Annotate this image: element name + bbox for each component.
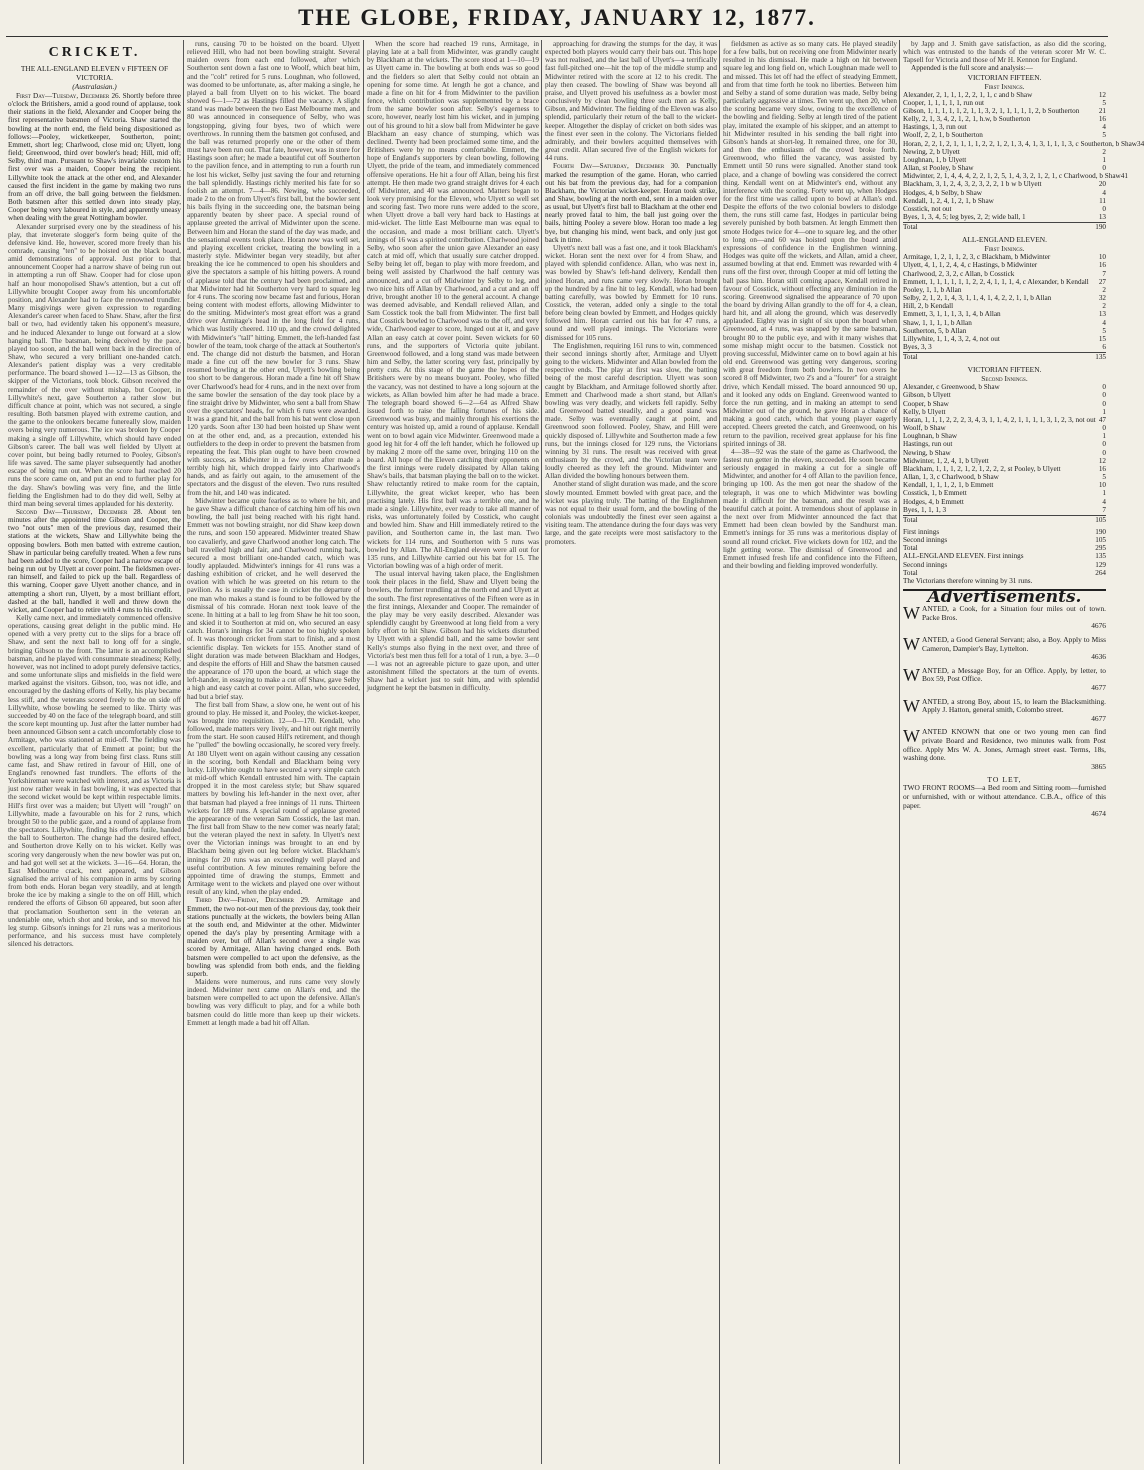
ad-text: ANTED, a Good General Servant; also, a Boy. Apply to Miss Cameron, Dampier's Bay, Lyttelton. bbox=[922, 635, 1106, 653]
day-text: About ten minutes after the appointed time Gibson and Cooper, the two "not outs" men of the previous day, resumed their stations at the wickets, Shaw and Lillywhite being the opposing bowlers. Both men batted with extreme caution, Shaw in particular being carefully treated. When a few runs had been added to the score, Cooper had a narrow escape of being run out by Ulyett at cover point. The fieldsmen over-ran himself, and failed to pick up the ball. Regardless of this warning, Cooper gave Ulyett another chance, and in attempting a short run, Ulyett, by a most brilliant effort, dashed at the ball, handled it well and threw down the wicket, and Cooper had to retire with 4 runs to his credit. bbox=[8, 507, 182, 614]
score-row: Kelly, 2, 1, 3, 4, 2, 1, 2, 1, h.w, b Southerton 16 bbox=[903, 115, 1106, 124]
ad-number: 4677 bbox=[1091, 682, 1106, 692]
article-continuation: Maidens were numerous, and runs came very slowly indeed. Midwinter next came on Allan's end, and the batsmen were compelled to act upon the defensive. Allan's bowling was very difficult to play, and for a while both batsmen could do little more than keep up their wickets. Emmett at length made a bad hit off Allan. bbox=[187, 977, 360, 1027]
article-paragraph bbox=[545, 162, 717, 244]
score-row: Gibson, 1, 1, 1, 1, 1, 2, 1, 1, 3, 2, 1, 1, 1, 1, 1, 2, b Southerton 21 bbox=[903, 106, 1106, 115]
score-total: Total 135 bbox=[903, 353, 1106, 362]
ad-initial: W bbox=[903, 695, 920, 716]
scorecard-vic-second bbox=[903, 383, 1106, 524]
score-row: Cosstick, not out 0 bbox=[903, 204, 1106, 213]
score-row: Byes, 1, 1, 1, 3 7 bbox=[903, 505, 1106, 514]
classified-ad bbox=[903, 605, 1106, 631]
score-row: Blackham, 1, 1, 1, 2, 1, 2, 1, 2, 2, 2, st Pooley, b Ulyett 16 bbox=[903, 464, 1106, 473]
score-row: Allan, 1, 3, c Charlwood, b Shaw 5 bbox=[903, 473, 1106, 482]
score-row: Hodges, 4, b Emmett 4 bbox=[903, 497, 1106, 506]
article-continuation: approaching for drawing the stumps for the day, it was expected both players would carry their bats out. This hope was not realised, and the last ball of Ulyett's—a terrifically fast full-pitched one—hit the top of the middle stump and Midwinter retired with the score at 12 to his credit. The play then ceased. The bowling of Shaw was beyond all praise, and Ulyett proved his usefulness as a bowler most conclusively by clean bowling three such men as Kelly, Gibson, and Midwinter. The fielding of the Eleven was also splendid, particularly their return of the ball to the wicket-keeper. Altogether the display of cricket on both sides was the finest ever seen in the colony. The Victorians fielded admirably, and their bowlers acquitted themselves with great credit. Allan secured five of the English wickets for 44 runs. bbox=[545, 40, 717, 163]
score-row: Kelly, b Ulyett 1 bbox=[903, 407, 1106, 416]
column-divider bbox=[899, 40, 900, 1464]
score-row: Woolf, b Shaw 0 bbox=[903, 424, 1106, 433]
ad-text: ANTED, a Cook, for a Situation four miles out of town. Packe Bros. bbox=[922, 604, 1106, 622]
score-row: Cooper, b Shaw 0 bbox=[903, 399, 1106, 408]
column-2 bbox=[187, 40, 360, 1460]
ad-text: ANTED KNOWN that one or two young men can find private Board and Residence, two minutes walk from Post office. Apply Mrs W. A. Jones, Armagh street east. Terms, 18s, washing done. bbox=[903, 727, 1106, 763]
classified-ad bbox=[903, 695, 1106, 724]
ad-number: 4677 bbox=[1091, 713, 1106, 723]
masthead-rule bbox=[6, 36, 1108, 37]
score-row: Woolf, 2, 2, 1, b Southerton 5 bbox=[903, 131, 1106, 140]
article-continuation: Alexander surprised every one by the steadiness of his play, that inveterate slogger's form being quite of the defensive kind. He, however, scored more freely than his comrade, causing "ten" to be hoisted on the black board, amid demonstrations of approval. Just prior to that announcement Cooper had a narrow shave of being run out in attempting a run off Shaw. Cooper had for close upon half an hour monopolised Shaw's attention, but a cut off Lillywhite brought Cooper away from his uncomfortable position, and Alexander had to face the renowned trundler. Many misgivings were given expression to regarding Alexander's career when faced to Shaw. Shaw, after the first ball or two, had evidently taken his opponent's measure, and he induced Alexander to lunge out forward at a slow hanging ball. The batsman, being deceived by the pace, played too soon, and the ball went back in the direction of Shaw, who secured a very brilliant one-handed catch. Alexander's patient display was a very creditable performance. The board showed 1—12—13 as Gibson, the skipper of the Victorians, took block. Gibson received the remainder of the over without mishap, but Cooper, in Lillywhite's next, gave Southerton a rather slow but difficult chance at point, which was not secured, a single resulting. Both batsmen played with extreme caution, and the game to the onlookers became funereally slow, maiden overs being very numerous. The ice was broken by Cooper making a single off Lillywhite, which should have ended Gibson's career. The ball was well fielded by Ulyett at cover point, but being badly returned to Pooley, Gibson's life was saved. The same player subsequently had another escape of being run out. When the score had reached 20 runs the score came on, and put an end to further play for the day. Shaw's bowling was very fine, and the little fielding the Englishmen had to do they did well, Selby at third man being several times applauded for his dexterity. bbox=[8, 222, 181, 508]
day-heading: Second Day—Thursday, December 28. bbox=[16, 507, 143, 516]
match-summary bbox=[903, 528, 1106, 577]
ad-initial: W bbox=[903, 664, 920, 685]
score-row: Byes, 1, 3, 4, 5; leg byes, 2, 2; wide ball, 1 13 bbox=[903, 212, 1106, 221]
ad-initial: W bbox=[903, 726, 920, 747]
score-row: Midwinter, 2, 1, 4, 4, 4, 2, 2, 1, 2, 5, 1, 4, 3, 2, 1, 2, 1, c Charlwood, b Shaw 41 bbox=[903, 172, 1128, 181]
score-row: Cooper, 1, 1, 1, 1, 1, run out 5 bbox=[903, 98, 1106, 107]
column-5 bbox=[723, 40, 897, 1460]
score-row: Southerton, 5, b Allan 5 bbox=[903, 326, 1106, 335]
score-row: Emmett, 1, 1, 1, 1, 1, 1, 2, 2, 4, 1, 1, 1, 4, c Alexander, b Kendall 27 bbox=[903, 277, 1106, 286]
classified-ad bbox=[903, 636, 1106, 662]
score-row: Armitage, 1, 2, 1, 1, 2, 3, c Blackham, b Midwinter 10 bbox=[903, 253, 1106, 262]
article-continuation: The first ball from Shaw, a slow one, he went out of his ground to play. He missed it, and Pooley, the wicket-keeper, was brought into requisition. 12—0—170. Kendall, who followed, made matters very lively, and hit out right merrily from the start. He soon caused Hill's retirement, and though he "pulled" the bowling occasionally, he scored very freely. At 180 Ulyett went on again without causing any cessation in the scoring, both Kendall and Blackham being very lucky. Lillywhite ought to have secured a very simple catch at mid-off which Kendall entrusted him with. The captain dropped it in the most careless style; but Shaw squared matters by bowling his left-hander in the next over, after that batsman had played a free innings of 11 runs. Thirteen wickets for 189 runs. A special round of applause greeted the appearance of the veteran Sam Cosstick, the last man. The first ball from Shaw to the new comer was nearly fatal; but the veteran played the next in safety. In Ulyett's next over the Victorian innings was brought to an end by Blackham being given out leg before wicket. Blackham's innings for 20 runs was an exceedingly well played and useful contribution. A few minutes remaining before the appointed time of drawing the stumps, Emmett and Armitage went to the wickets and played one over without result of any kind, when the play ended. bbox=[187, 700, 360, 897]
score-row: Loughnan, b Shaw 1 bbox=[903, 432, 1106, 441]
summary-row: Total 264 bbox=[903, 568, 1106, 577]
score-row: Shaw, 1, 1, 1, 1, b Allan 4 bbox=[903, 318, 1106, 327]
score-total: Total 105 bbox=[903, 515, 1106, 524]
masthead bbox=[0, 0, 1114, 36]
article-continuation: fieldsmen as active as so many cats. He played steadily for a few balls, but on receiving one from Midwinter nearly resulted in his dismissal. He made a high on hit between square leg and long field on, which Loughnan made well to and missed. This let off had the effect of steadying Emmett, and from that time forth he took no liberties. Between him and Selby a stand of some duration was made, Selby being particularly aggressive at times. Ten went up, then 20, when the scoring became very slow, owing to the excellence of the bowling and fielding. Selby at length tired of the patient play, imitated the example of his skipper, and an attempt to hit Midwinter resulted in his sending the ball right into Gibson's hands at short-leg. It remained three, one for 30, and then the enthusiasm of the crowd broke forth. Greenwood, who filled the vacancy, was assisted by Emmett until 50 runs were signalled. Another stand took place, and a change of bowling was considered the correct thing. Kendall went on at Midwinter's end, without any interference with the scoring. Forty went up, when Hodges for the first time was called upon to bowl at Allan's end. Despite the efforts of the two colonial bowlers to dislodge them, the runs still came fast, Hodges in particular being severely punished by both batsmen. At length Emmett then smote Hodges twice for 4—one to square leg, and the other to long on—and 60 was hoisted upon the board amid expressions of confidence in the Englishmen winning. Hodges was quite off the wickets, and Allan, amid a cheer, assumed bowling at that end. Emmett was rewarded with 4 runs off the first over, through Cooper at mid off letting the ball pass him. Horan still coming apace, Kendall retired in favour of Cosstick, without effecting any diminution in the scoring. Greenwood signalised the appearance of 70 upon the board by driving Allan grandly to the off for 4, a clean, hard hit, and all along the ground, which was deservedly applauded. Eighty was in sight of six upon the board when Greenwood, at 4 runs, was snapped by the same batsman, brought 80 to the public eye, and with it many wishes that some mishap might occur to the batsmen. Cosstick not proving successful, Midwinter came on to bowl again at his old end. Greenwood was getting very dangerous, scoring with great freedom from both bowlers. In two overs he scored 8 off Midwinter, two 2's and a "fourer" for a straight drive, which Kendall missed. The board announced 90 up, and it looked any odds on England. Greenwood wanted to force the run getting, and in making an attempt to send Midwinter out of the ground, he gave Horan a chance of making a good catch, which that young player eagerly accepted. Cheers greeted the catch, and Greenwood, on his return to the pavilion, received great applause for his fine spirited innings of 38. bbox=[723, 40, 897, 448]
day-heading: First Day—Tuesday, December 26. bbox=[16, 92, 121, 100]
article-continuation: When the score had reached 19 runs, Armitage, in playing late at a ball from Midwinter, was grandly caught by Blackham at the wickets. The score stood at 1—10—19 as Ulyett came in. The bowling at both ends was so good and the fielders so alert that Selby could not obtain an opening for some time. At length he got a chance, and made a fine on hit for 4 from Midwinter to the pavilion fence, which contribution was supplemented by a brace from the same bowler soon after. Selby's eagerness to score, however, nearly lost him his wicket, and in jumping out of his ground to hit a slow ball from Midwinter he gave Blackham an easy chance of stumping, which was declined. Twenty had been proclaimed some time, and the Britishers were by no means comfortable. Emmett, the hope of England's supporters by clean bowling, following Ulyett, the pride of the team, and immediately commenced offensive operations. He hit a four off Allan, being his first attempt. He then made two grand straight drives for 4 each off Midwinter, and 40 was announced. Matters began to look very promising for the Eleven, who Ulyett so well set and scoring fast. Two more runs were added to the score, when Ulyett drove a ball very hard back to Hastings at mid-wicket. The little East Melbourne man was equal to the occasion, and made a most brilliant catch. Ulyett's innings of 16 was a spirited contribution. Charlwood joined Selby, who soon after the union gave Alexander an easy catch at mid off, which that usually sure catcher dropped. Selby being let off, began to play with more freedom, and being well assisted by Charlwood the half century was announced, and a cut off Midwinter by Selby to leg, and two nice hits off Allan by Charlwood, and a cut and an off drive, brought another 10 to the general account. A change was deemed advisable, and Kendall relieved Allan, and Sam Cosstick took the ball from Midwinter. The first ball that Cosstick bowled to Charlwood was to the off, and very wide, Charlwood eager to score, lunged out at it, and gave Allan an easy catch at cover point. Seven wickets for 60 runs, and the supporters of Victoria quite jubilant. Greenwood followed, and a long stand was made between him and Selby, the latter scoring very fast, principally by pretty cuts. At this stage of the game the hopes of the Britishers were by no means buoyant. Pooley, who filled the vacancy, was not destined to have a long sojourn at the wickets, as Allan bowled him after he had made a brace. The telegraph board showed 6—2—64 as Alfred Shaw issued forth to raise the falling fortunes of his side. Greenwood was busy, and mainly through his exertions the century was hoisted up, amid a round of applause. Kendall went on to bowl again vice Midwinter. Greenwood made a good leg hit for 4 off the left hander, which he followed up by making 2 more off the same over, bringing 110 on the board. All hope of the Eleven catching their opponents on the first innings were rudely dissipated by Allan taking Shaw's bails, that batsman playing the ball on to the wicket. Shaw reluctantly retired to make room for the captain, Lillywhite, the great wicket keeper, who has been practising lately. His first ball was a terrible one, and he made a single. Lillywhite, ever ready to take all manner of risks, was unfortunately foiled by Cosstick, who caught and bowled him. Shaw and Hill immediately retired to the pavilion, and Southerton came in, the last man. Two wickets for 114 runs, and Southerton with 5 runs was bowled by Allan. The All-England eleven were all out for 135 runs, and Lillywhite carried out his bat for 15. The Victorian bowling was of a high order of merit. bbox=[367, 40, 539, 570]
article-continuation: The Englishmen, requiring 161 runs to win, commenced their second innings shortly after, Armitage and Ulyett going to the wickets. Midwinter and Allan bowled from the respective ends. The play at first was slow, the batting being of the most careful description. Ulyett was soon caught by Blackham, and Armitage followed shortly after. Emmett and Charlwood made a short stand, but Allan's bowling was very deadly, and wickets fell rapidly. Selby and Greenwood batted steadily, and a good stand was made. Selby was eventually caught at point, and Greenwood soon followed. Pooley, Shaw, and Hill were quickly disposed of. Lillywhite and Southerton made a few runs, but the innings closed for 129 runs, the Victorians winning by 31 runs. The result was received with great enthusiasm by the crowd, and the Victorian team were loudly cheered as they left the ground. Midwinter and Allan divided the bowling honours between them. bbox=[545, 341, 717, 481]
to-let-heading: TO LET, bbox=[987, 775, 1022, 785]
scorecard-eng-first bbox=[903, 253, 1106, 361]
day-heading: Fourth Day—Saturday, December 30. bbox=[553, 162, 680, 171]
ad-number: 3865 bbox=[1091, 761, 1106, 771]
score-row: Emmett, 3, 1, 1, 1, 3, 1, 4, b Allan 13 bbox=[903, 310, 1106, 319]
match-result: The Victorians therefore winning by 31 runs. bbox=[903, 576, 1033, 585]
article-paragraph bbox=[8, 92, 181, 223]
score-row: Hastings, 1, 3, run out 4 bbox=[903, 123, 1106, 132]
score-row: Blackham, 3, 1, 2, 4, 3, 2, 3, 2, 2, 1 b w b Ulyett 20 bbox=[903, 180, 1106, 189]
score-row: Byes, 3, 3 6 bbox=[903, 343, 1106, 351]
column-divider bbox=[363, 40, 364, 1464]
score-total: Total 190 bbox=[903, 223, 1106, 232]
score-row: Horan, 1, 1, 1, 2, 2, 2, 3, 4, 3, 1, 1, 4, 2, 1, 1, 1, 1, 3, 1, 2, 3, not out 47 bbox=[903, 415, 1106, 424]
article-continuation: Another stand of slight duration was made, and the score slowly mounted. Emmett bowled with great pace, and the wicket was playing truly. The batting of the Englishmen was not equal to their usual form, and the bowling of the colonials was undoubtedly the finest ever seen against a visiting team. The attendance during the four days was very large, and the gate receipts were most satisfactory to the promoters. bbox=[545, 480, 717, 546]
column-1 bbox=[8, 40, 181, 1460]
article-source: (Australasian.) bbox=[72, 82, 117, 91]
ad-text: ANTED, a Message Boy, for an Office. Apply, by letter, to Box 59, Post Office. bbox=[922, 665, 1106, 684]
summary-row: ALL-ENGLAND ELEVEN. First innings 135 bbox=[903, 552, 1106, 561]
score-row: Alexander, c Greenwood, b Shaw 0 bbox=[903, 383, 1106, 392]
score-row: Alexander, 2, 1, 1, 1, 2, 2, 1, 1, c and b Shaw 12 bbox=[903, 90, 1106, 99]
scorecard-subtitle: Second Innings. bbox=[981, 374, 1028, 384]
score-row: Kendall, 1, 2, 4, 1, 2, 1, b Shaw 11 bbox=[903, 196, 1106, 205]
classified-ad bbox=[903, 664, 1106, 693]
score-row: Newing, b Shaw 0 bbox=[903, 448, 1106, 457]
to-let-ad bbox=[903, 784, 1106, 818]
score-row: Charlwood, 2, 3, 2, c Allan, b Cosstick 7 bbox=[903, 269, 1106, 278]
article-paragraph bbox=[8, 508, 181, 614]
scorecard-title: VICTORIAN FIFTEEN. bbox=[967, 72, 1042, 82]
article-continuation: 4—38—92 was the state of the game as Charlwood, the fastest run getter in the eleven, succeeded. He soon became seriously engaged in making a cut for a single off Midwinter, and another for 4 off Allan to the pavilion fence, bringing up 100. As the men got near the shadow of the telegraph, it was one to which Midwinter was bowling made it difficult for the batsman, and the result was a beautiful catch at point. A tremendous shout of applause in the next over from Midwinter announced the fact that Emmett had been clean bowled by the Sandhurst man. Emmett's innings for 35 runs was a meritorious display of sound all round cricket. Five wickets down for 102, and the light getting worse. The dismissal of Greenwood and Emmett infused fresh life and confidence into the Fifteen, and their bowling and fielding improved wonderfully. bbox=[723, 447, 897, 570]
ad-initial: W bbox=[903, 634, 920, 654]
score-row: Cosstick, 1, b Emmett 1 bbox=[903, 489, 1106, 498]
to-let-text: TWO FRONT ROOMS—a Bed room and Sitting room—furnished or unfurnished, with or without attendance. C.B.A., office of this paper. bbox=[903, 783, 1106, 810]
closing-text: Appended is the full score and analysis:— bbox=[911, 64, 1033, 73]
article-continuation: The usual interval having taken place, the Englishmen took their places in the field, Shaw and Ulyett being the bowlers, the former trundling at the north end and Ulyett at the south. The first representatives of the Fifteen were as in the first innings, Alexander and Cooper. The remainder of the play may be very easily described. Alexander was splendidly caught by Greenwood at long field from a very lofty effort to hit Shaw. Gibson had his wickets disturbed by Ulyett with a splendid ball, and the same bowler sent Kelly's stumps also flying in the next over, and three of Victoria's best men thus fell for a total of 1 run, a bye. 3—0—1 was not an agreeable picture to gaze upon, and utter astonishment filled the spectators at the turn of events. Shaw had a wicket just to suit him, and with splendid judgment he kept the batsmen in difficulty. bbox=[367, 570, 539, 693]
score-row: Lillywhite, 1, 1, 4, 3, 2, 4, not out 15 bbox=[903, 334, 1106, 343]
scorecard-title: ALL-ENGLAND ELEVEN. bbox=[962, 235, 1047, 245]
scorecard-subtitle: First Innings. bbox=[984, 244, 1025, 254]
ad-initial: W bbox=[903, 603, 920, 624]
column-divider bbox=[183, 40, 184, 1464]
day-text: Punctually marked the resumption of the game. Horan, who carried out his bat from the previous day, had for a companion Blackham, the Victorian wicket-keeper. Horan took strike, and Shaw, bowling at the north end, sent in a maiden over as usual, but Ulyett's first ball to Blackham at the other end nearly proved fatal to him, the ball just going over the bails, hitting Pooley a severe blow. Horan too made a leg bye, but changing his mind, went back, and only just got back in time. bbox=[545, 162, 717, 244]
column-4 bbox=[545, 40, 717, 1460]
score-row: Ulyett, 4, 1, 1, 2, 4, 4, c Hastings, b Midwinter 16 bbox=[903, 261, 1106, 270]
day-text: Shortly before three o'clock the Britishers, amid a good round of applause, took their stations in the field, Alexander and Cooper being the first representative batsmen of Victoria. Shaw started the bowling at the north end, the field being dispositioned as follows:—Pooley, wicketkeeper, Southerton, point; Emmett, short leg; Charlwood, close mid on; Ulyett, long field; Greenwood, third over bowler's head; Hill, mid off; Selby, third man. Pursuant to Shaw's invariable custom his first over was a maiden, Cooper being the recipient. Lillywhite took the attack at the other end, and Alexander caused the first incident in the game by making two runs from an off drive, the ball going between the fieldsmen. Both batsmen after this settled down into steady play, Cooper being very laboured in style, and apparently uneasy when dealing with the great Nottingham bowler. bbox=[8, 92, 181, 223]
newspaper-title: THE GLOBE, FRIDAY, JANUARY 12, 1877. bbox=[298, 5, 816, 30]
summary-row: First innings 190 bbox=[903, 527, 1106, 536]
article-paragraph bbox=[187, 896, 360, 978]
score-row: Midwinter, 1, 2, 4, 1, b Ulyett 12 bbox=[903, 456, 1106, 465]
article-continuation: by Japp and J. Smith gave satisfaction, as also did the scoring, which was entrusted to the hands of the veteran scorer Mr W. C. Tapsell for Victoria and those of Mr H. Kennon for England. bbox=[903, 40, 1106, 65]
column-6 bbox=[903, 40, 1144, 1460]
summary-row: Second innings 129 bbox=[903, 560, 1106, 569]
score-row: Allan, st Pooley, b Shaw 0 bbox=[903, 164, 1106, 173]
score-row: Horan, 2, 2, 1, 2, 1, 1, 1, 1, 2, 2, 1, 2, 1, 3, 4, 1, 3, 1, 1, 1, 3, c Southerton, b Shaw 34 bbox=[903, 139, 1144, 148]
score-row: Gibson, b Ulyett 0 bbox=[903, 391, 1106, 400]
day-heading: Third Day—Friday, December 29. bbox=[195, 896, 310, 905]
score-row: Pooley, 1, 1, b Allan 2 bbox=[903, 285, 1106, 294]
scorecard-title: VICTORIAN FIFTEEN. bbox=[967, 365, 1042, 375]
article-continuation: Kelly came next, and immediately commenced offensive operations, causing great delight in the public mind. He opened with a very pretty cut to the slips for a brace off Shaw, and sent the next ball to long off for a single, bringing Gibson to the front. The latter is an accomplished batsman, and he played with consummate steadiness; Kelly, however, was not inclined to adopt purely defensive tactics, and some unfortunate slips and misfields in the field were marked against the visitors. Gibson, too, was not idle, and encouraged by the dashing efforts of Kelly, his play became less stiff, and the veterans scored freely to the on side off Lillywhite, whose bowling he seemed to like. Thirty was succeeded by 40 on the face of the telegraph board, and still the score kept mounting up. Just after the latter number had been announced Gibson sent a catch uncomfortably close to Armitage, who was stationed at mid-off. The fielding was excellent, particularly that of Emmett at point; but the bowling was a long way from being first class. Runs still came fast, and Shaw retired in favour of Hill, one of England's renowned fast trundlers. The efforts of the Yorkshireman were watched with interest, and as Victoria is just now rather weak in fast bowling, it was expected that the second wicket would be kept within respectable limits. Hill's first over was a maiden; but Ulyett will "rough" on Lillywhite, made a favourable on his for 2 runs, which brought 50 to the public gaze, and a round of applause from the spectators. Lillywhite, finding his efforts futile, handed the ball to Southerton. The change had the desired effect, and Southerton drove Kelly on to his wicket. Kelly was scoring very dangerously when the new bowler was put on, and had got well set at the wickets. 3—16—64. Horan, the East Melbourne crack, next appeared, and Gibson signalised the arrival of his companion in arms by scoring from both ends. Horan began very steadily, and at length broke the ice by making a single to the on off Hill, which rendered the efforts of Gibson 60 appeared, but soon after that proclamation Southerton sent in the veteran an undeniable one, which shot and broke, and so moved his leg stump. Gibson's innings for 21 runs was a meritorious performance, and his success must have completely silenced his detractors. bbox=[8, 614, 181, 949]
day-text: Armitage and Emmett, the two not-out men of the previous day, took their stations punctually at the wickets, the bowlers being Allan at the south end, and Midwinter at the other. Midwinter opened the day's play by presenting Armitage with a maiden over, but off Allan's second over a single was scored by Armitage, Allan having changed ends. Both batsmen were compelled to act upon the defensive, as the bowling was splendid from both ends, and the fielding superb. bbox=[187, 896, 360, 978]
article-subheading: THE ALL-ENGLAND ELEVEN v FIFTEEN OF VICTORIA. bbox=[20, 64, 169, 82]
article-continuation: Ulyett's next ball was a fast one, and it took Blackham's wicket. Horan sent the next over for 4 from Shaw, and played with splendid confidence. Allan, who was next in, was bowled by Shaw's left-hand delivery, Kendall then joined Horan, and runs came very slowly. Horan brought up the hundred by a fine hit to leg. Kendall, who had been batting carefully, was bowled by Emmett for 10 runs. Cosstick, the veteran, added only a single to the total before being clean bowled by Emmett, and Hodges quickly followed him. Horan carried out his bat for 47 runs, a sound and well played innings. The Victorians were dismissed for 105 runs. bbox=[545, 243, 717, 342]
article-continuation: Midwinter became quite fearless as to where he hit, and he gave Shaw a difficult chance of catching him off his own bowling, the ball just being reached with his right hand. Emmett was not bowling straight, nor did Shaw keep down the runs, and soon 150 appeared. Midwinter treated Shaw too cavalierly, and gave Charlwood another long catch. The ball travelled high and fair, and Charlwood running back, secured a most brilliant one-handed catch, which was loudly applauded. Midwinter's innings for 41 runs was a dashing exhibition of cricket, and he well deserved the ovation with which he was greeted on his return to the pavilion. As is usually the case in cricket the departure of one man who makes a stand is found to be followed by the dismissal of his comrade. Horan next took leave of the scene. In hitting at a ball to leg from Shaw he hit too soon, and skied it to Southerton at mid on, who secured an easy catch. Horan's innings for 34 cannot be too highly spoken of. It was thorough cricket from start to finish, and a most scientific display. Ten wickets for 155. Another stand of slight duration was made between Blackham and Hodges, and despite the efforts of Hill and Shaw the batsmen caused the appearance of 170 upon the board, at which stage the left-hander, in essaying to make a cut off Shaw, gave Selby a high and easy catch at cover point. Allan, who succeeded, had but a brief stay. bbox=[187, 496, 360, 701]
ad-text: ANTED, a strong Boy, about 15, to learn the Blacksmithing. Apply J. Hatton, general smith, Colombo street. bbox=[922, 696, 1106, 715]
score-row: Hodges, 4, b Selby, b Shaw 4 bbox=[903, 188, 1106, 197]
ad-number: 4676 bbox=[1091, 621, 1106, 631]
summary-row: Second innings 105 bbox=[903, 536, 1106, 545]
summary-row: Total 295 bbox=[903, 544, 1106, 553]
score-row: Kendall, 1, 1, 1, 2, 1, b Emmett 10 bbox=[903, 481, 1106, 490]
column-3 bbox=[367, 40, 539, 1460]
score-row: Hill, 2, b Kendall 2 bbox=[903, 302, 1106, 311]
ad-number: 4674 bbox=[1091, 809, 1106, 819]
score-row: Selby, 2, 1, 2, 1, 4, 3, 1, 1, 4, 1, 4, 2, 2, 1, 1, b Allan 32 bbox=[903, 294, 1106, 303]
advertisements-heading: Advertisements. bbox=[903, 589, 1106, 601]
scorecard-subtitle: First Innings. bbox=[984, 81, 1025, 91]
article-continuation: runs, causing 70 to be hoisted on the board. Ulyett relieved Hill, who had not been bowling straight. Several maiden overs from each end followed, after which Southerton sent down a fast one to Woolf, which beat him, and the "colt" retired for 5 runs. Loughnan, who followed, was doomed to be unfortunate, as, after making a single, he played a ball from Ulyett on to his wicket. The board showed 6—1—72 as Hastings filled the vacancy. A slight stand was made between the two East Melbourne men, and 80 was announced in consequence of Selby, who was longstopping, giving four byes, two of which were overthrows. In running them the batsmen got confused, and the ball was returned properly one or the other of them must have been run out. That fate, however, was in store for Hastings soon after; he made a beautiful cut off Southerton to the pavilion fence, and in attempting to run a fourth run he lost his wicket, Selby just saving the four and returning the ball splendidly. Hastings richly merited his fate for so foolish an attempt. 7—4—86. Newing, who succeeded, made 2 to the on from Ulyett's first ball, but the bowler sent his bails flying in the succeeding one, the batsman being apparently beaten by sheer pace. A special round of applause greeted the arrival of Midwinter upon the scene. Between him and Horan the stand of the day was made, and the sensational events took place. Horan now was well set, and playing excellent cricket, treating the bowling in a masterly style. Midwinter began very steadily, but after breaking the ice he commenced to open his shoulders and give the spectators a sample of his hitting powers. A round of applause told that the century had been proclaimed, and that Midwinter had hit Southerton very hard to square leg for 4 runs. The scoring now became fast and furious, Horan being content with modest efforts, allowing Midwinter to do the smiting. Midwinter's most great effort was a grand drive over Armitage's head in the long field for 4 runs, which was lustily cheered. 110 up, and the crowd delighted with Midwinter's "tall" hitting. Emmett, the left-handed fast bowler of the team, took charge of the attack at Southerton's end. The change did not disturb the batsmen, and Horan made a fine cut off the new bowler for 3 runs. Shaw resumed bowling at the other end, Ulyett's bowling being too short to be dangerous. Horan made a fine hit off Shaw over Charlwood's head for 4 runs, and in the next over from the same bowler the sensation of the day took place by a fine straight drive by Midwinter, who sent a ball from Shaw over the spectators' heads, for which 6 runs were awarded. It was a grand hit, and the ball from his bat went close upon 120 yards. Soon after 130 had been hoisted up Shaw went on at the other end, and, as a precaution, extended his outfielders to the deep in order to prevent the batsmen from repeating the feat. This plan ought to have been crowned with success, as Midwinter in a few overs after made a terribly high hit, which dropped fairly into Charlwood's hands, and as fairly out again, to the amusement of the spectators and the disgust of the eleven. Two runs resulted from the hit, and 140 was indicated. bbox=[187, 40, 361, 497]
classified-ad bbox=[903, 728, 1106, 771]
score-row: Hastings, run out 0 bbox=[903, 440, 1106, 449]
score-row: Loughnan, 1, b Ulyett 1 bbox=[903, 155, 1106, 164]
article-heading: CRICKET. bbox=[48, 45, 141, 60]
ad-number: 4636 bbox=[1091, 652, 1106, 662]
column-divider bbox=[719, 40, 720, 1464]
score-row: Newing, 2, b Ulyett 2 bbox=[903, 147, 1106, 156]
column-divider bbox=[541, 40, 542, 1464]
scorecard-vic-first bbox=[903, 90, 1144, 232]
